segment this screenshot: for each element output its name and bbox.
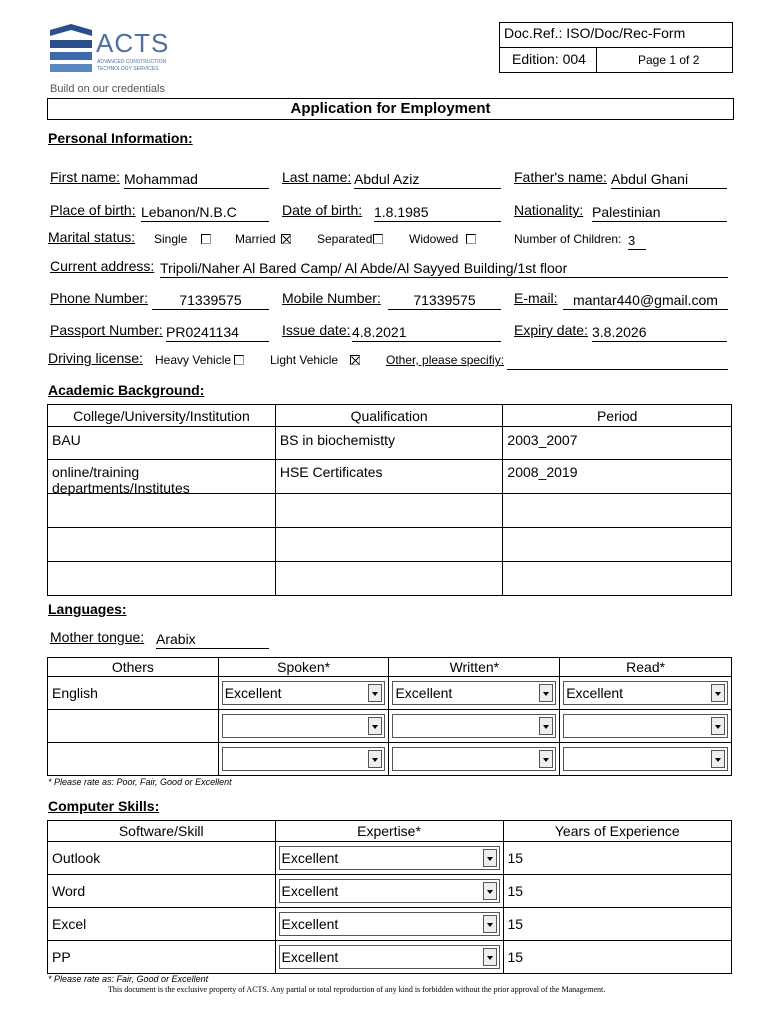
lang-read-dropdown[interactable] (563, 714, 728, 738)
footer-disclaimer: This document is the exclusive property of ACTS. Any partial or total reproduction of any kind is forbidden without the prior approval of the Management. (108, 985, 606, 994)
expertise-cell (275, 908, 503, 941)
skill-cell[interactable]: PP (48, 941, 276, 974)
address-field[interactable]: Tripoli/Naher Al Bared Camp/ Al Abde/Al Sayyed Building/1st floor (160, 260, 728, 278)
lang-read-dropdown[interactable]: Excellent (563, 681, 728, 705)
computer-header-skill: Software/Skill (48, 821, 276, 842)
table-row (48, 941, 732, 974)
chevron-down-icon[interactable] (711, 684, 725, 702)
marital-widowed-label: Widowed (409, 232, 459, 246)
lang-header-written: Written* (389, 658, 560, 677)
lang-written-cell (389, 710, 560, 743)
languages-table (47, 657, 732, 776)
chevron-down-icon[interactable] (539, 750, 553, 768)
academic-heading: Academic Background: (48, 382, 205, 398)
lang-written-dropdown[interactable] (392, 747, 556, 771)
expertise-dropdown[interactable]: Excellent (279, 912, 500, 936)
table-row (48, 427, 732, 460)
driving-other-field[interactable] (507, 352, 728, 370)
father-name-field[interactable]: Abdul Ghani (611, 171, 727, 189)
academic-header-qualification: Qualification (275, 405, 503, 427)
expertise-dropdown[interactable]: Excellent (279, 879, 500, 903)
academic-cell[interactable]: online/training departments/Institutes (48, 460, 276, 494)
lang-read-dropdown[interactable] (563, 747, 728, 771)
docref-edition: Edition: 004 (512, 51, 586, 67)
table-row (48, 528, 732, 562)
academic-cell[interactable] (503, 562, 732, 596)
expiry-date-field[interactable]: 3.8.2026 (592, 324, 727, 342)
mother-tongue-field[interactable]: Arabix (156, 631, 269, 649)
years-cell[interactable]: 15 (503, 908, 731, 941)
lang-written-cell (389, 677, 560, 710)
chevron-down-icon[interactable] (368, 750, 382, 768)
table-row (48, 710, 732, 743)
lang-written-dropdown[interactable]: Excellent (392, 681, 556, 705)
marital-separated-label: Separated (317, 232, 373, 246)
logo-tagline: Build on our credentials (50, 83, 165, 95)
marital-widowed-checkbox[interactable] (466, 234, 476, 244)
academic-cell[interactable]: HSE Certificates (275, 460, 503, 494)
academic-cell[interactable] (503, 528, 732, 562)
lang-spoken-cell (218, 710, 389, 743)
lang-spoken-dropdown[interactable]: Excellent (222, 681, 386, 705)
academic-table (47, 404, 732, 596)
lang-spoken-dropdown[interactable] (222, 714, 386, 738)
form-title-box (47, 98, 734, 120)
chevron-down-icon[interactable] (368, 717, 382, 735)
nationality-field[interactable]: Palestinian (592, 204, 727, 222)
lang-name-cell[interactable]: English (48, 677, 219, 710)
chevron-down-icon[interactable] (539, 717, 553, 735)
first-name-label: First name: (50, 169, 121, 185)
logo-sub1: ADVANCED CONSTRUCTION (97, 59, 167, 65)
computer-note: * Please rate as: Fair, Good or Excellent (48, 974, 209, 984)
place-of-birth-label: Place of birth: (50, 202, 136, 218)
mobile-label: Mobile Number: (282, 290, 381, 306)
driving-light-label: Light Vehicle (270, 353, 339, 367)
academic-cell[interactable] (503, 494, 732, 528)
table-row (48, 875, 732, 908)
driving-light-checkbox[interactable] (350, 355, 360, 365)
table-row (48, 562, 732, 596)
table-row (48, 460, 732, 494)
lang-header-read: Read* (560, 658, 732, 677)
form-title: Application for Employment (290, 100, 491, 117)
years-cell[interactable]: 15 (503, 875, 731, 908)
expertise-cell (275, 842, 503, 875)
marital-single-label: Single (154, 232, 188, 246)
table-row (48, 908, 732, 941)
children-label: Number of Children: (514, 232, 622, 246)
academic-cell[interactable] (275, 562, 503, 596)
academic-cell[interactable] (48, 528, 276, 562)
first-name-field[interactable]: Mohammad (124, 171, 269, 189)
skill-cell[interactable]: Outlook (48, 842, 276, 875)
lang-read-cell (560, 743, 732, 776)
academic-cell[interactable]: BAU (48, 427, 276, 460)
issue-date-field[interactable]: 4.8.2021 (352, 324, 501, 342)
expertise-dropdown[interactable]: Excellent (279, 846, 500, 870)
skill-cell[interactable]: Word (48, 875, 276, 908)
passport-label: Passport Number: (50, 322, 163, 338)
logo-sub2: TECHNOLOGY SERVICES (97, 66, 159, 72)
academic-cell[interactable]: 2008_2019 (503, 460, 732, 494)
docref-ref: Doc.Ref.: ISO/Doc/Rec-Form (504, 25, 686, 41)
children-field[interactable]: 3 (628, 232, 646, 250)
expertise-cell (275, 941, 503, 974)
languages-note: * Please rate as: Poor, Fair, Good or Excellent (48, 777, 232, 787)
father-name-label: Father's name: (514, 169, 607, 185)
lang-written-dropdown[interactable] (392, 714, 556, 738)
address-label: Current address: (50, 258, 155, 274)
expiry-date-label: Expiry date: (514, 322, 588, 338)
lang-name-cell[interactable] (48, 710, 219, 743)
chevron-down-icon[interactable] (483, 882, 497, 900)
lang-header-others: Others (48, 658, 219, 677)
languages-heading: Languages: (48, 601, 127, 617)
academic-cell[interactable] (48, 494, 276, 528)
lang-read-cell (560, 677, 732, 710)
company-logo (50, 24, 180, 96)
phone-field[interactable]: 71339575 (152, 292, 269, 310)
lang-spoken-cell (218, 677, 389, 710)
docref-page: Page 1 of 2 (638, 53, 700, 67)
table-row (48, 743, 732, 776)
date-of-birth-field[interactable]: 1.8.1985 (374, 204, 501, 222)
nationality-label: Nationality: (514, 202, 584, 218)
marital-label: Marital status: (48, 229, 136, 245)
academic-cell[interactable] (275, 528, 503, 562)
email-field[interactable]: mantar440@gmail.com (563, 292, 728, 310)
academic-cell[interactable] (275, 494, 503, 528)
last-name-field[interactable]: Abdul Aziz (354, 171, 501, 189)
marital-single-checkbox[interactable] (201, 234, 211, 244)
chevron-down-icon[interactable] (368, 684, 382, 702)
academic-cell[interactable] (48, 562, 276, 596)
years-cell[interactable]: 15 (503, 941, 731, 974)
computer-header-expertise: Expertise* (275, 821, 503, 842)
passport-field[interactable]: PR0241134 (166, 324, 269, 342)
computer-header-years: Years of Experience (503, 821, 731, 842)
acts-logo-icon (50, 24, 92, 76)
docref-box (499, 22, 733, 73)
chevron-down-icon[interactable] (483, 849, 497, 867)
computer-table (47, 820, 732, 974)
expertise-dropdown[interactable]: Excellent (279, 945, 500, 969)
lang-written-cell (389, 743, 560, 776)
lang-spoken-cell (218, 743, 389, 776)
chevron-down-icon[interactable] (483, 948, 497, 966)
phone-label: Phone Number: (50, 290, 149, 306)
driving-other-label: Other, please specifiy: (386, 353, 505, 367)
computer-heading: Computer Skills: (48, 798, 160, 814)
chevron-down-icon[interactable] (539, 684, 553, 702)
academic-header-period: Period (503, 405, 732, 427)
years-cell[interactable]: 15 (503, 842, 731, 875)
logo-text: ACTS (96, 28, 170, 58)
driving-label: Driving license: (48, 350, 143, 366)
academic-cell[interactable]: 2003_2007 (503, 427, 732, 460)
marital-married-label: Married (235, 232, 276, 246)
table-row (48, 494, 732, 528)
email-label: E-mail: (514, 290, 558, 306)
academic-header-institution: College/University/Institution (48, 405, 276, 427)
chevron-down-icon[interactable] (711, 750, 725, 768)
last-name-label: Last name: (282, 169, 352, 185)
academic-cell[interactable]: BS in biochemistty (275, 427, 503, 460)
chevron-down-icon[interactable] (711, 717, 725, 735)
lang-read-cell (560, 710, 732, 743)
expertise-cell (275, 875, 503, 908)
date-of-birth-label: Date of birth: (282, 202, 363, 218)
marital-married-checkbox[interactable] (281, 234, 291, 244)
driving-heavy-label: Heavy Vehicle (155, 353, 232, 367)
lang-name-cell[interactable] (48, 743, 219, 776)
table-row (48, 677, 732, 710)
marital-separated-checkbox[interactable] (373, 234, 383, 244)
mother-tongue-label: Mother tongue: (50, 629, 145, 645)
lang-spoken-dropdown[interactable] (222, 747, 386, 771)
mobile-field[interactable]: 71339575 (388, 292, 501, 310)
lang-header-spoken: Spoken* (218, 658, 389, 677)
personal-heading: Personal Information: (48, 130, 193, 146)
driving-heavy-checkbox[interactable] (234, 355, 244, 365)
issue-date-label: Issue date: (282, 322, 351, 338)
table-row (48, 842, 732, 875)
skill-cell[interactable]: Excel (48, 908, 276, 941)
chevron-down-icon[interactable] (483, 915, 497, 933)
place-of-birth-field[interactable]: Lebanon/N.B.C (141, 204, 269, 222)
